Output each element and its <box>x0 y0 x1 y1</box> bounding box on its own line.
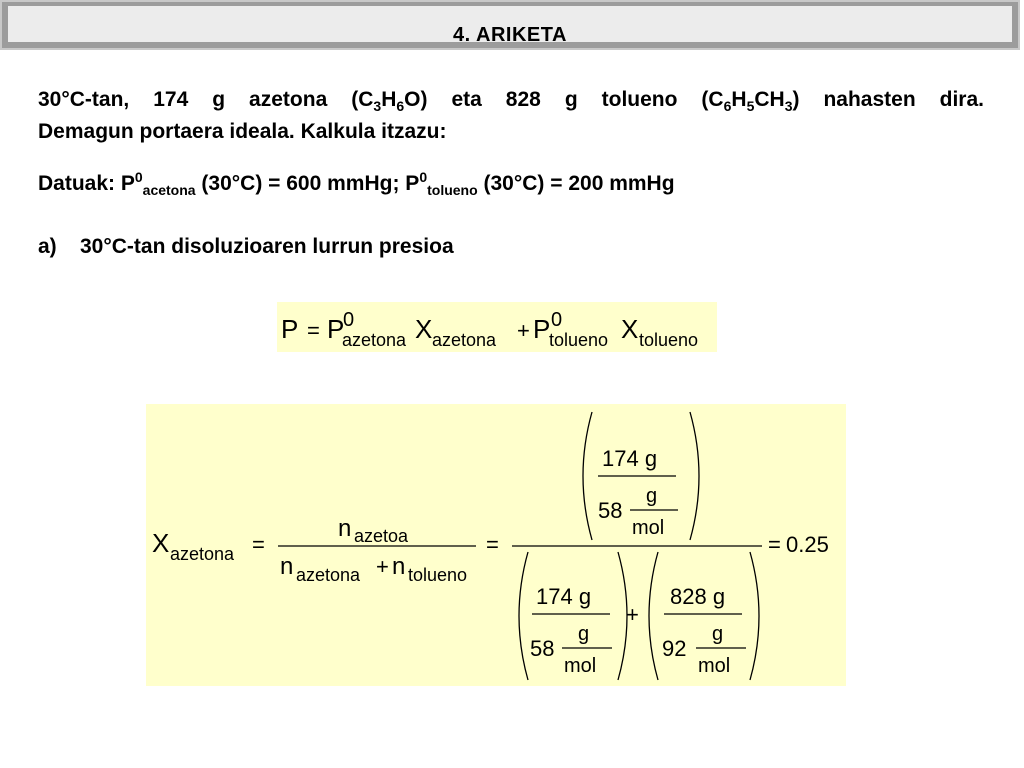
formula2-sub-X: azetona <box>170 544 235 564</box>
formula1-P: P <box>281 314 299 344</box>
b1-unit-mol: mol <box>564 655 597 677</box>
formula2-eq2: = <box>486 532 499 557</box>
b2-right-paren <box>750 552 759 680</box>
b2-left-paren <box>649 552 658 680</box>
top-unit-mol: mol <box>632 517 665 539</box>
top-right-paren <box>690 412 699 540</box>
b2-mass: 828 g <box>670 584 726 609</box>
formula2-plus1: + <box>376 554 389 579</box>
formula2-eq3: = <box>768 532 781 557</box>
formula2-den-n1: n <box>280 553 294 580</box>
formula1-P0a: P <box>327 314 345 344</box>
b1-mm: 58 <box>530 636 555 661</box>
b2-mm: 92 <box>662 636 687 661</box>
mole-fraction-formula <box>146 404 846 686</box>
problem-statement <box>38 84 984 148</box>
question-a: a) 30°C-tan disoluzioaren lurrun presioa <box>38 235 454 258</box>
title-bar <box>0 0 1020 50</box>
formula1-sup-a: 0 <box>343 309 355 331</box>
top-left-paren <box>583 412 592 540</box>
b1-left-paren <box>519 552 528 680</box>
b1-mass: 174 g <box>536 584 592 609</box>
b1-unit-g: g <box>578 623 590 645</box>
formula1-X2: X <box>621 314 639 344</box>
formula2-X: X <box>152 528 170 558</box>
problem-line-2: Demagun portaera ideala. Kalkula itzazu: <box>38 120 447 143</box>
formula2-num-n: n <box>338 515 352 542</box>
given-data: Datuak: $P^0_{acetona}$ (30°C) = 600 mmHg; $P^0_{tolueno}$ (30°C) = 200 mmHg <box>38 169 675 198</box>
formula1-sub-t: tolueno <box>549 330 609 350</box>
problem-line-1: 30°C-tan, 174 g azetona $(C_3H_6O)$ eta 828 g tolueno $(C_6H_5CH_3)$ nahasten dira. <box>38 88 984 114</box>
formula1-sub-x2: tolueno <box>639 330 699 350</box>
slide-title: 4. ARIKETA <box>453 24 567 46</box>
formula2-den-n2: n <box>392 553 406 580</box>
top-mass: 174 g <box>602 446 658 471</box>
top-unit-g: g <box>646 485 658 507</box>
formula1-sub-x1: azetona <box>432 330 497 350</box>
formula2-eq1: = <box>252 532 265 557</box>
top-mm: 58 <box>598 498 623 523</box>
b2-unit-g: g <box>712 623 724 645</box>
b2-unit-mol: mol <box>698 655 731 677</box>
formula2-num-sub: azetoa <box>354 526 409 546</box>
formula2-den-sub1: azetona <box>296 565 361 585</box>
formula1-X1: X <box>415 314 433 344</box>
formula1-sup-t: 0 <box>551 309 563 331</box>
formula1-eq: = <box>307 318 320 343</box>
formula1-sub-a: azetona <box>342 330 407 350</box>
formula2-result: 0.25 <box>786 532 829 557</box>
formula1-P0t: P <box>533 314 551 344</box>
formula1-plus: + <box>517 318 530 343</box>
raoult-formula <box>277 302 717 352</box>
formula2-den-sub2: tolueno <box>408 565 468 585</box>
formula2-plus2: + <box>626 602 639 627</box>
